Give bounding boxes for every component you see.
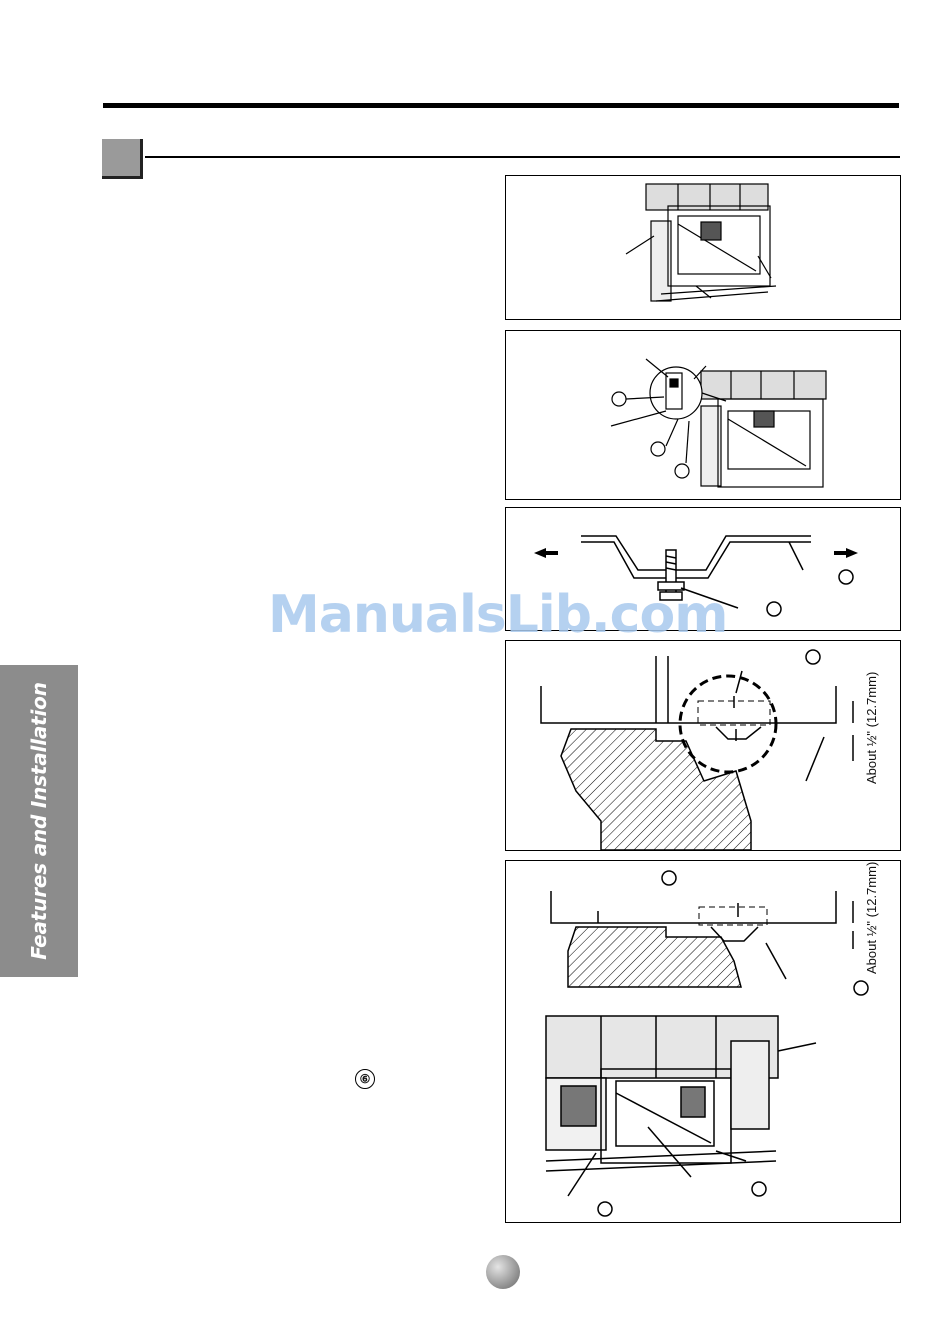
watermark: ManualsLib.com <box>268 585 728 645</box>
figure-5 <box>505 860 901 1223</box>
figure-2 <box>505 330 901 500</box>
figure-1 <box>505 175 901 320</box>
section-rule <box>145 156 900 158</box>
dimension-label: About ½" (12.7mm) <box>864 861 879 974</box>
section-marker <box>102 139 143 179</box>
dimension-label: About ½" (12.7mm) <box>864 671 879 784</box>
side-tab-label: Features and Installation <box>27 682 51 960</box>
step-marker: ⑥ <box>355 1069 375 1089</box>
header-rule <box>103 103 899 108</box>
page-number-badge <box>486 1255 520 1289</box>
figure-4 <box>505 640 901 851</box>
side-tab[interactable] <box>0 665 78 977</box>
